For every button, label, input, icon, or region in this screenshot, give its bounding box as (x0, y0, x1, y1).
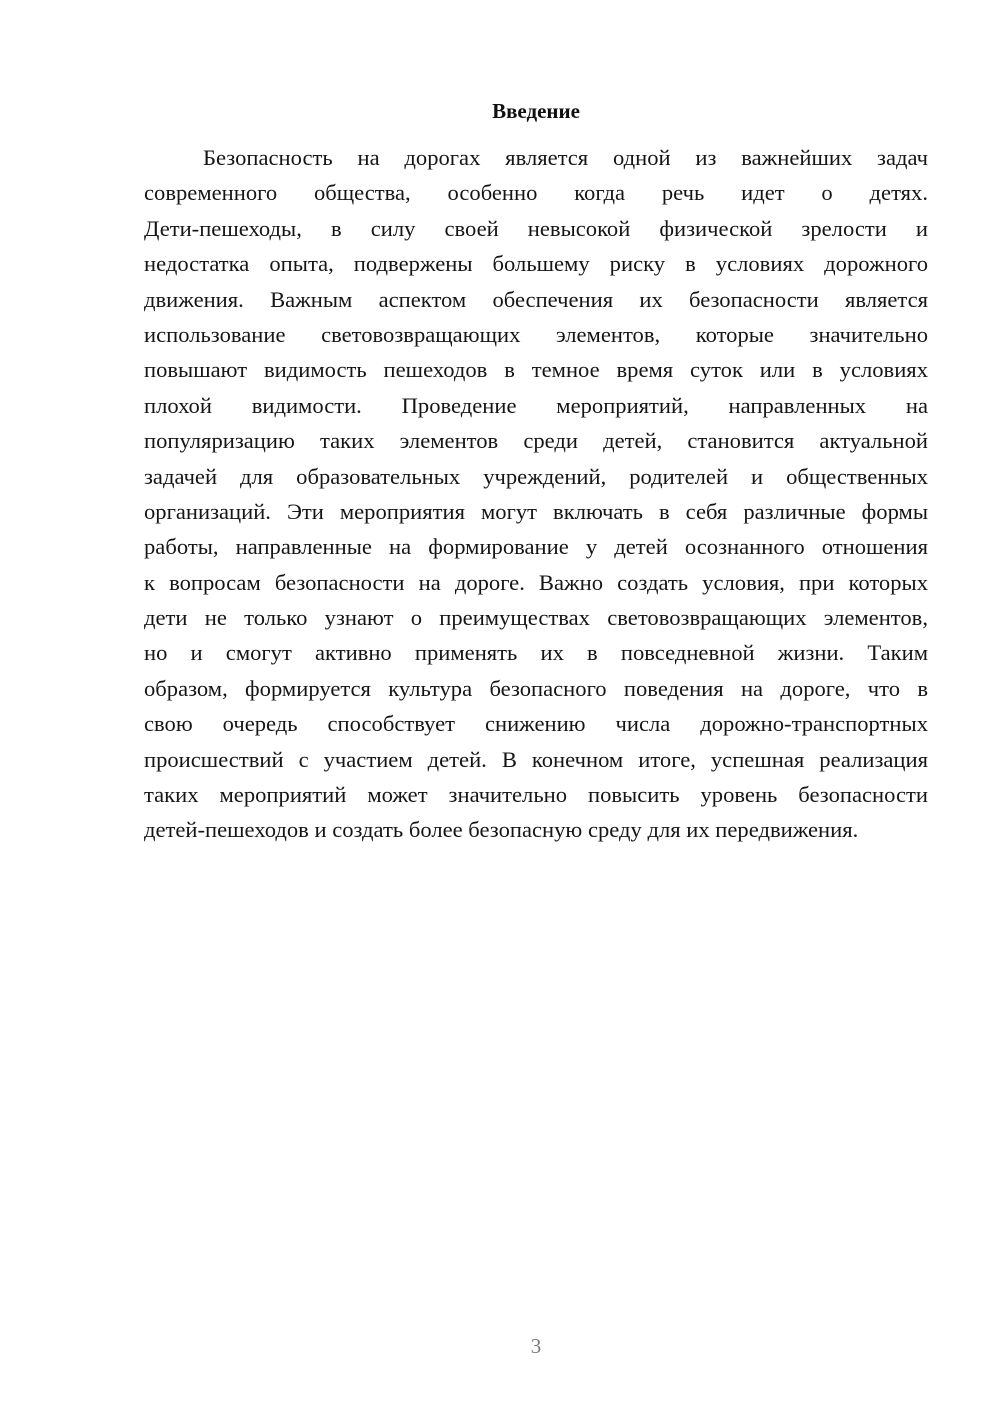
paragraph-line: Дети-пешеходы, в силу своей невысокой физической зрелости и (144, 215, 928, 241)
intro-paragraph (144, 140, 928, 848)
paragraph-line: использование световозвращающих элементов, которые значительно (144, 321, 928, 347)
section-heading: Введение (492, 99, 580, 123)
paragraph-line: образом, формируется культура безопасного поведения на дороге, что в (144, 675, 928, 701)
paragraph-line: свою очередь способствует снижению числа дорожно-транспортных (144, 711, 928, 737)
paragraph-line: задачей для образовательных учреждений, родителей и общественных (144, 463, 928, 489)
paragraph-line: к вопросам безопасности на дороге. Важно создать условия, при которых (144, 569, 928, 595)
paragraph-line: популяризацию таких элементов среди детей, становится актуальной (144, 428, 928, 454)
paragraph-line: плохой видимости. Проведение мероприятий, направленных на (144, 392, 928, 418)
paragraph-line: таких мероприятий может значительно повысить уровень безопасности (144, 782, 928, 808)
paragraph-line: движения. Важным аспектом обеспечения их безопасности является (144, 286, 928, 312)
paragraph-line: организаций. Эти мероприятия могут включать в себя различные формы (144, 498, 928, 524)
paragraph-line: современного общества, особенно когда речь идет о детях. (144, 180, 928, 206)
paragraph-line: работы, направленные на формирование у детей осознанного отношения (144, 534, 928, 560)
paragraph-line: недостатка опыта, подвержены большему риску в условиях дорожного (144, 251, 928, 277)
page-number: 3 (530, 1334, 542, 1358)
paragraph-line: повышают видимость пешеходов в темное время суток или в условиях (144, 357, 928, 383)
paragraph-line: происшествий с участием детей. В конечном итоге, успешная реализация (144, 746, 928, 772)
paragraph-line: Безопасность на дорогах является одной из важнейших задач (203, 145, 928, 170)
paragraph-line: но и смогут активно применять их в повседневной жизни. Таким (144, 640, 928, 666)
paragraph-line: дети не только узнают о преимуществах световозвращающих элементов, (144, 605, 928, 631)
paragraph-line: детей-пешеходов и создать более безопасную среду для их передвижения. (144, 817, 859, 843)
